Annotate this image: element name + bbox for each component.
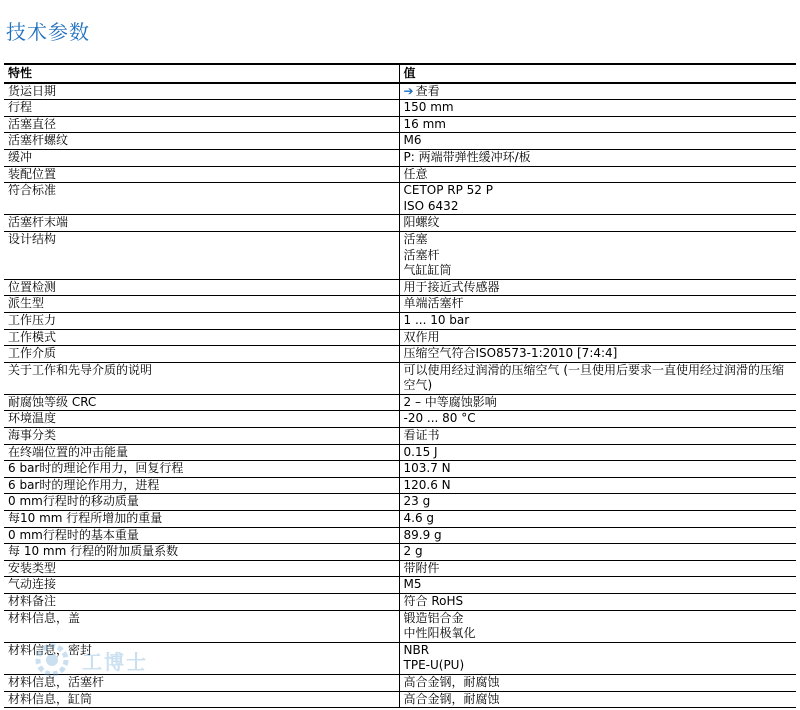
feature-cell: 安装类型: [4, 560, 399, 577]
feature-cell: 设计结构: [4, 231, 399, 279]
value-cell: [399, 461, 796, 478]
feature-cell: 气动连接: [4, 577, 399, 594]
feature-cell: 材料信息，盖: [4, 610, 399, 642]
table-row: [4, 116, 796, 133]
value-line: 150 mm: [403, 100, 454, 115]
feature-cell: 位置检测: [4, 279, 399, 296]
feature-cell: 活塞杆螺纹: [4, 133, 399, 150]
watermark-text: 工博士: [82, 650, 148, 674]
value-cell: [399, 346, 796, 363]
value-line: 阳螺纹: [403, 215, 440, 230]
value-line: 带附件: [403, 560, 440, 575]
table-row: [4, 279, 796, 296]
table-row: [4, 362, 796, 394]
feature-cell: 材料信息，缸筒: [4, 691, 399, 708]
value-line: 活塞杆: [403, 247, 440, 262]
value-cell: [399, 394, 796, 411]
table-row: [4, 610, 796, 642]
feature-cell: 工作介质: [4, 346, 399, 363]
value-line: 2 g: [403, 544, 423, 559]
value-cell: [399, 166, 796, 183]
value-cell: [399, 183, 796, 215]
table-row: [4, 428, 796, 445]
value-cell: [399, 477, 796, 494]
feature-cell: 符合标准: [4, 183, 399, 215]
table-row: [4, 231, 796, 279]
value-line: 符合 RoHS: [403, 594, 464, 608]
value-cell: [399, 428, 796, 445]
feature-cell: 每 10 mm 行程的附加质量系数: [4, 544, 399, 561]
feature-cell: 货运日期: [4, 83, 399, 100]
table-row: [4, 477, 796, 494]
header-feature: 特性: [4, 65, 399, 83]
table-row: [4, 394, 796, 411]
value-line: M6: [403, 133, 422, 148]
value-line: ISO 6432: [403, 198, 459, 213]
value-cell: [399, 444, 796, 461]
value-line: 可以使用经过润滑的压缩空气 (一旦使用后要求一直使用经过润滑的压缩空气): [403, 362, 784, 393]
value-cell: [399, 691, 796, 708]
value-line: CETOP RP 52 P: [403, 183, 493, 198]
view-link-label[interactable]: 查看: [415, 83, 440, 98]
table-row: [4, 215, 796, 232]
spec-table-container: [4, 63, 796, 708]
value-cell: [399, 100, 796, 117]
value-cell: [399, 149, 796, 166]
table-row: [4, 642, 796, 674]
table-row: [4, 494, 796, 511]
feature-cell: 环境温度: [4, 411, 399, 428]
table-row: [4, 691, 796, 708]
value-cell: [399, 511, 796, 528]
table-row: [4, 560, 796, 577]
value-cell: [399, 674, 796, 691]
value-line: 气缸缸筒: [403, 263, 452, 278]
value-cell: [399, 642, 796, 674]
value-cell: [399, 527, 796, 544]
value-line: M5: [403, 577, 422, 592]
value-cell: [399, 610, 796, 642]
value-line: 2 – 中等腐蚀影响: [403, 394, 497, 409]
table-row: [4, 296, 796, 313]
value-line: 活塞: [403, 231, 428, 246]
value-line: 103.7 N: [403, 461, 451, 476]
value-line: 锻造铝合金: [403, 610, 464, 625]
value-line: -20 ... 80 °C: [403, 411, 476, 426]
table-row: [4, 577, 796, 594]
view-link[interactable]: [404, 84, 793, 100]
table-row: [4, 544, 796, 561]
value-cell: [399, 116, 796, 133]
value-cell: [399, 215, 796, 232]
value-cell[interactable]: [399, 83, 796, 100]
value-cell: [399, 279, 796, 296]
value-line: 23 g: [403, 494, 431, 509]
table-row: [4, 674, 796, 691]
value-cell: [399, 231, 796, 279]
feature-cell: 行程: [4, 100, 399, 117]
value-line: 120.6 N: [403, 477, 451, 492]
feature-cell: 6 bar时的理论作用力，回复行程: [4, 461, 399, 478]
value-cell: [399, 133, 796, 150]
table-body: [4, 83, 796, 708]
feature-cell: 0 mm行程时的移动质量: [4, 494, 399, 511]
table-row: [4, 149, 796, 166]
value-cell: [399, 296, 796, 313]
value-line: 任意: [403, 166, 428, 181]
feature-cell: 工作模式: [4, 329, 399, 346]
value-line: 0.15 J: [403, 444, 438, 459]
value-line: 看证书: [403, 428, 440, 443]
feature-cell: 缓冲: [4, 149, 399, 166]
feature-cell: 海事分类: [4, 428, 399, 445]
value-line: 用于接近式传感器: [403, 279, 500, 294]
feature-cell: 6 bar时的理论作用力，进程: [4, 477, 399, 494]
feature-cell: 在终端位置的冲击能量: [4, 444, 399, 461]
value-cell: [399, 312, 796, 329]
table-row: [4, 100, 796, 117]
value-cell: [399, 544, 796, 561]
value-cell: [399, 494, 796, 511]
table-row: [4, 329, 796, 346]
value-line: 高合金钢，耐腐蚀: [403, 674, 500, 689]
value-line: 16 mm: [403, 116, 446, 131]
value-line: 中性阳极氧化: [403, 626, 476, 641]
table-row: [4, 312, 796, 329]
feature-cell: 工作压力: [4, 312, 399, 329]
feature-cell: 材料信息，活塞杆: [4, 674, 399, 691]
value-line: TPE-U(PU): [403, 658, 465, 673]
feature-cell: 派生型: [4, 296, 399, 313]
arrow-right-icon: ➔: [403, 83, 414, 98]
feature-cell: 活塞杆末端: [4, 215, 399, 232]
table-row: [4, 594, 796, 611]
value-line: 压缩空气符合ISO8573-1:2010 [7:4:4]: [403, 346, 618, 361]
page-title: 技术参数: [6, 20, 90, 44]
value-cell: [399, 560, 796, 577]
value-line: P: 两端带弹性缓冲环/板: [403, 149, 531, 164]
feature-cell: 材料备注: [4, 594, 399, 611]
value-line: 单端活塞杆: [403, 296, 464, 311]
table-header-row: [4, 65, 796, 83]
value-line: 1 ... 10 bar: [403, 312, 470, 327]
value-line: 89.9 g: [403, 527, 442, 542]
value-cell: [399, 362, 796, 394]
feature-cell: 装配位置: [4, 166, 399, 183]
table-row: [4, 461, 796, 478]
feature-cell: 材料信息，密封: [4, 642, 399, 674]
feature-cell: 每10 mm 行程所增加的重量: [4, 511, 399, 528]
feature-cell: 耐腐蚀等级 CRC: [4, 394, 399, 411]
value-line: 高合金钢，耐腐蚀: [403, 691, 500, 706]
value-cell: [399, 329, 796, 346]
table-row: [4, 444, 796, 461]
value-line: 4.6 g: [403, 511, 435, 526]
table-row: [4, 183, 796, 215]
value-line: NBR: [403, 642, 430, 657]
value-line: 双作用: [403, 329, 440, 344]
table-row: [4, 346, 796, 363]
table-row: [4, 511, 796, 528]
feature-cell: 关于工作和先导介质的说明: [4, 362, 399, 394]
table-row: [4, 166, 796, 183]
value-cell: [399, 411, 796, 428]
header-value: 值: [399, 65, 796, 83]
value-cell: [399, 577, 796, 594]
table-row: [4, 83, 796, 100]
table-row: [4, 411, 796, 428]
feature-cell: 0 mm行程时的基本重量: [4, 527, 399, 544]
feature-cell: 活塞直径: [4, 116, 399, 133]
spec-table: [4, 65, 796, 708]
table-row: [4, 133, 796, 150]
table-row: [4, 527, 796, 544]
value-cell: [399, 594, 796, 611]
